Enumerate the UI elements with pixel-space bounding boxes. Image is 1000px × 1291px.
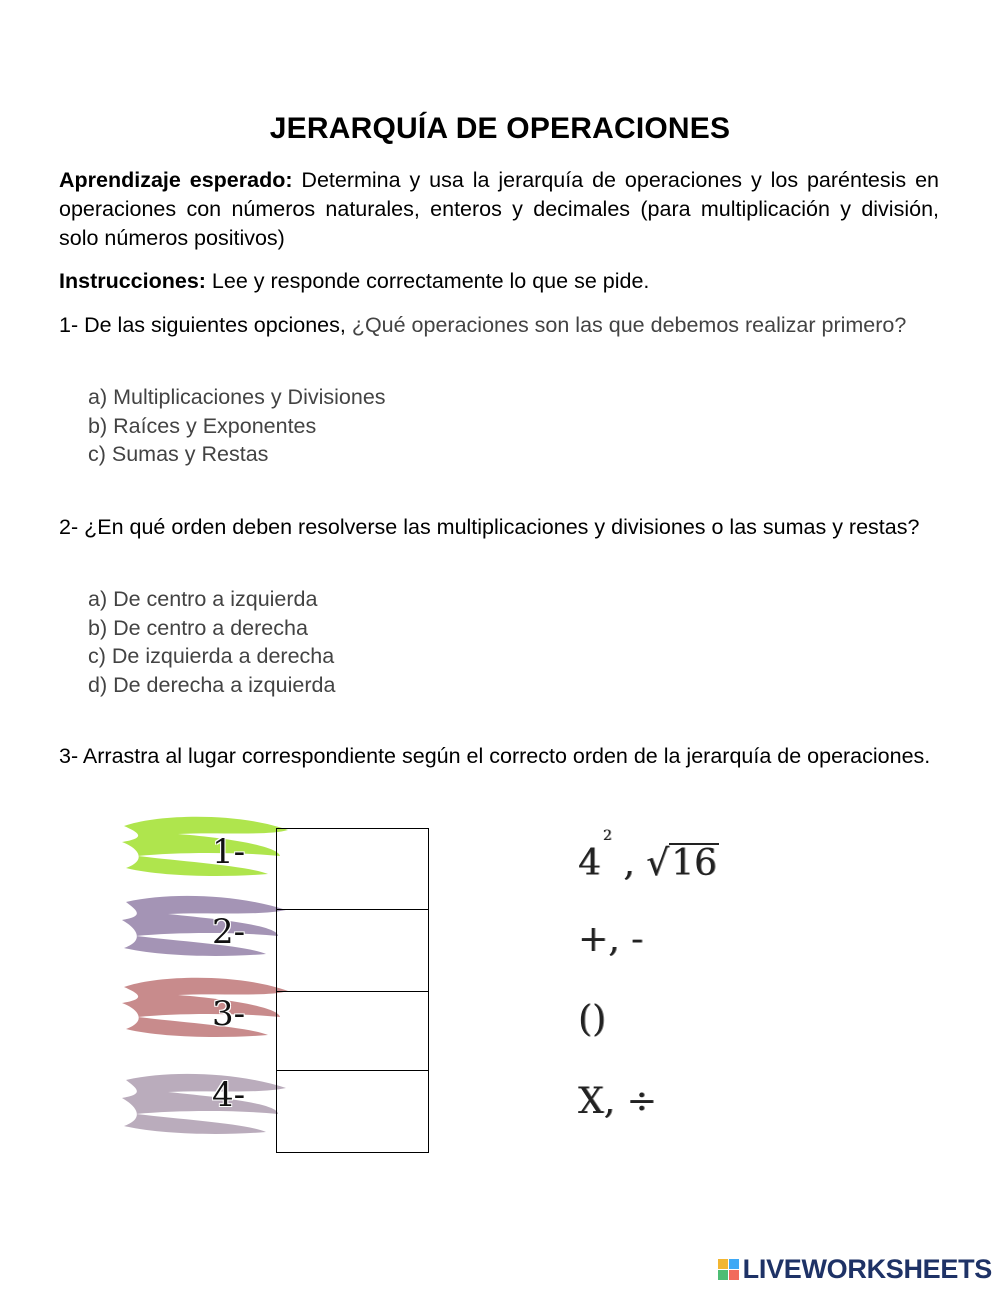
brush-stroke-2 xyxy=(118,890,293,960)
q1-option-a[interactable]: a) Multiplicaciones y Divisiones xyxy=(88,385,386,409)
question-2-options xyxy=(88,585,335,699)
liveworksheets-logo[interactable] xyxy=(718,1254,992,1285)
tile-add-subtract[interactable]: +, - xyxy=(578,919,644,960)
q1-option-c[interactable]: c) Sumas y Restas xyxy=(88,442,269,466)
learning-objective-label: Aprendizaje esperado: xyxy=(59,168,293,192)
root-value: 16 xyxy=(671,843,717,884)
drop-slot-1[interactable] xyxy=(276,828,429,910)
instructions-label: Instrucciones: xyxy=(59,269,206,293)
tile-parentheses[interactable]: () xyxy=(578,999,607,1040)
slot-number-1: 1- xyxy=(212,832,246,872)
slot-number-2: 2- xyxy=(212,912,246,952)
q2-option-b[interactable]: b) De centro a derecha xyxy=(88,615,308,640)
question-1-prefix: 1- De las siguientes opciones, xyxy=(59,313,352,337)
question-2: 2- ¿En qué orden deben resolverse las multiplicaciones y divisiones o las sumas y restas? xyxy=(59,515,920,539)
question-3: 3- Arrastra al lugar correspondiente según el correcto orden de la jerarquía de operaciones. xyxy=(59,744,931,768)
square-root xyxy=(646,842,719,886)
power-base: 4 xyxy=(578,843,601,884)
q1-option-b[interactable]: b) Raíces y Exponentes xyxy=(88,413,317,438)
q2-option-a[interactable]: a) De centro a izquierda xyxy=(88,587,318,611)
question-1-options xyxy=(88,383,386,469)
instructions xyxy=(59,267,939,296)
tile-comma: , xyxy=(611,843,635,884)
question-1-text: ¿Qué operaciones son las que debemos realizar primero? xyxy=(351,313,907,337)
instructions-text: Lee y responde correctamente lo que se pide. xyxy=(205,269,650,293)
drop-slot-3[interactable] xyxy=(276,991,429,1071)
q2-option-d[interactable]: d) De derecha a izquierda xyxy=(88,672,336,697)
page-title: JERARQUÍA DE OPERACIONES xyxy=(269,112,731,145)
learning-objective-text: Determina y usa la jerarquía de operaciones y los paréntesis en operaciones con números naturales, enteros y decimales (para multiplicación y división, solo números positivos) xyxy=(59,168,939,250)
tile-multiply-divide[interactable]: X, ÷ xyxy=(578,1081,657,1122)
slot-number-3: 3- xyxy=(212,994,246,1034)
root-symbol-icon: √ xyxy=(646,843,670,884)
brush-stroke-1 xyxy=(118,812,293,882)
drop-slot-2[interactable] xyxy=(276,909,429,992)
logo-text: LIVEWORKSHEETS xyxy=(742,1254,992,1284)
power-exponent: 2 xyxy=(602,828,612,844)
brush-stroke-3 xyxy=(118,973,293,1043)
logo-icon xyxy=(718,1259,739,1280)
learning-objective xyxy=(59,166,939,253)
slot-number-4: 4- xyxy=(212,1075,246,1115)
question-1 xyxy=(59,311,939,340)
brush-stroke-4 xyxy=(118,1068,293,1138)
tile-powers-roots[interactable] xyxy=(578,828,719,886)
drop-slot-4[interactable] xyxy=(276,1070,429,1153)
q2-option-c[interactable]: c) De izquierda a derecha xyxy=(88,644,335,668)
